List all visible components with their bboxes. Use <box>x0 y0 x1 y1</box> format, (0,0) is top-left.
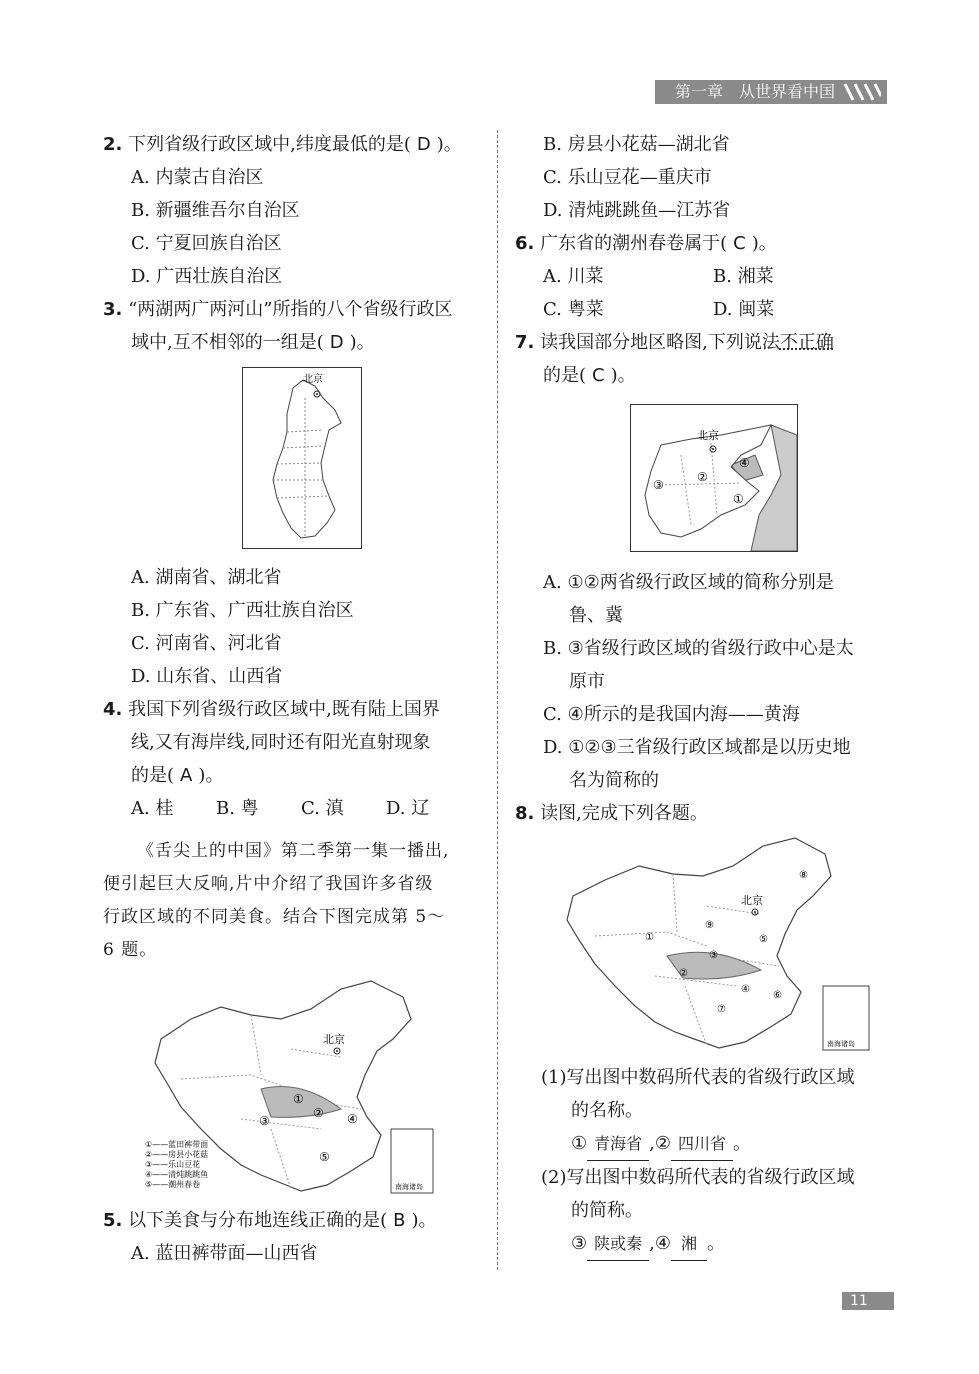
map-label-beijing: 北京 <box>303 374 323 385</box>
intro-line: 行政区域的不同美食。结合下图完成第 5～ <box>103 907 446 927</box>
question-number: 5. <box>103 1210 123 1231</box>
option: A. 川菜 <box>543 266 604 287</box>
punct: 。 <box>707 1233 725 1254</box>
option-text: C. ④所示的是我国内海——黄海 <box>543 704 800 725</box>
marker-3: ③ <box>709 950 718 961</box>
marker-4: ④ <box>347 1112 358 1126</box>
question-stem: 广东省的潮州春卷属于( <box>540 233 728 254</box>
answer-letter: C <box>733 233 746 254</box>
marker-1: ① <box>293 1092 304 1106</box>
question-2 <box>103 128 483 293</box>
question-stem: 域中,互不相邻的一组是( <box>131 332 324 353</box>
emphasis-text: 不正确 <box>779 332 834 353</box>
option: C. 乐山豆花—重庆市 <box>543 167 712 188</box>
answer-line-1 <box>515 1127 895 1161</box>
intro-line: 6 题。 <box>103 940 158 960</box>
question-8 <box>515 797 895 1261</box>
option <box>515 731 895 797</box>
question-stem-end: )。 <box>610 365 636 386</box>
left-column <box>103 128 483 1270</box>
option: A. 湖南省、湖北省 <box>131 567 282 588</box>
marker-2: ② <box>313 1106 324 1120</box>
provinces-map <box>242 367 362 549</box>
question-number: 4. <box>103 699 123 720</box>
marker-5: ⑤ <box>319 1150 330 1164</box>
map-legend <box>145 1139 208 1189</box>
legend-item: ④——清炖跳跳鱼 <box>145 1170 209 1179</box>
answer-letter: D <box>416 134 431 155</box>
food-map <box>141 979 441 1201</box>
option: D. 辽 <box>386 798 430 819</box>
option: B. 广东省、广西壮族自治区 <box>131 600 354 621</box>
answer-letter: B <box>393 1210 406 1231</box>
question-number: 6. <box>515 233 535 254</box>
right-column <box>515 128 895 1261</box>
option: A. 内蒙古自治区 <box>131 167 264 188</box>
marker-3: ③ <box>653 478 664 492</box>
fill-blank-2[interactable]: 四川省 <box>671 1127 733 1161</box>
question-3 <box>103 293 483 693</box>
option: B. 粤 <box>216 798 259 819</box>
question-stem-end: )。 <box>198 765 224 786</box>
option: A. 桂 <box>131 798 174 819</box>
options-row <box>103 792 483 825</box>
legend-item: ③——乐山豆花 <box>145 1160 201 1169</box>
option: A. 蓝田裤带面—山西省 <box>131 1243 318 1264</box>
question-7 <box>515 326 895 797</box>
circled-number: ① <box>571 1133 588 1154</box>
circled-number: ③ <box>571 1233 588 1254</box>
question-stem: 我国下列省级行政区域中,既有陆上国界 <box>128 699 440 720</box>
china-map <box>555 836 875 1058</box>
option-text: A. ①②两省级行政区域的简称分别是 <box>543 572 834 593</box>
answer-line-2 <box>515 1227 895 1261</box>
answer-letter: A <box>180 765 193 786</box>
question-stem-end: )。 <box>411 1210 437 1231</box>
option: D. 闽菜 <box>713 299 775 320</box>
sub-question-1: (1)写出图中数码所代表的省级行政区域 <box>541 1067 855 1088</box>
question-stem: 线,又有海岸线,同时还有阳光直射现象 <box>131 732 431 753</box>
legend-item: ⑤——潮州春卷 <box>145 1180 201 1189</box>
legend-item: ①——蓝田裤带面 <box>145 1140 209 1149</box>
option-text: 原市 <box>569 671 605 692</box>
question-number: 2. <box>103 134 123 155</box>
map-label-beijing: 北京 <box>741 894 763 907</box>
intro-paragraph <box>103 835 483 967</box>
fill-blank-1[interactable]: 青海省 <box>587 1127 649 1161</box>
marker-4: ④ <box>739 456 750 470</box>
question-number: 8. <box>515 803 535 824</box>
option <box>515 632 895 698</box>
answer-letter: C <box>592 365 605 386</box>
page-number: 11 <box>842 1292 894 1310</box>
marker-5: ⑤ <box>759 934 768 945</box>
map-label-beijing: 北京 <box>323 1033 345 1046</box>
sub-question-2-cont: 的简称。 <box>571 1200 643 1221</box>
intro-line: 《舌尖上的中国》第二季第一集一播出, <box>137 841 450 861</box>
option-text: D. ①②③三省级行政区域都是以历史地 <box>543 737 851 758</box>
legend-item: ②——房县小花菇 <box>145 1150 209 1159</box>
option <box>515 698 895 731</box>
chapter-header <box>655 80 887 104</box>
marker-7: ⑦ <box>717 1004 726 1015</box>
options-row <box>515 293 895 326</box>
inset-label: 南海诸岛 <box>827 1040 855 1048</box>
question-stem-end: )。 <box>751 233 777 254</box>
question-number: 7. <box>515 332 535 353</box>
option: C. 粤菜 <box>543 299 604 320</box>
answer-letter: D <box>329 332 344 353</box>
option-text: 名为简称的 <box>569 770 659 791</box>
marker-9: ⑨ <box>705 920 714 931</box>
map-label-beijing: 北京 <box>697 429 719 442</box>
option <box>515 566 895 632</box>
option: B. 房县小花菇—湖北省 <box>543 134 730 155</box>
fill-blank-3[interactable]: 陕或秦 <box>587 1227 649 1261</box>
marker-1: ① <box>733 492 744 506</box>
question-4 <box>103 693 483 825</box>
option: C. 河南省、河北省 <box>131 633 282 654</box>
question-stem: 读我国部分地区略图,下列说法 <box>540 332 780 353</box>
options-row <box>515 260 895 293</box>
option: D. 山东省、山西省 <box>131 666 283 687</box>
circled-number: ,④ <box>649 1233 671 1254</box>
question-stem: 下列省级行政区域中,纬度最低的是( <box>128 134 411 155</box>
question-stem: “两湖两广两河山”所指的八个省级行政区 <box>128 299 453 320</box>
marker-2: ② <box>697 470 708 484</box>
question-6 <box>515 227 895 326</box>
question-5 <box>103 1204 483 1270</box>
sub-question-2: (2)写出图中数码所代表的省级行政区域 <box>541 1167 855 1188</box>
header-stripes-icon <box>841 82 881 102</box>
circled-number: ,② <box>649 1133 671 1154</box>
question-stem: 读图,完成下列各题。 <box>540 803 708 824</box>
fill-blank-4[interactable]: 湘 <box>671 1227 707 1261</box>
punct: 。 <box>733 1133 751 1154</box>
option-text: 鲁、冀 <box>569 605 623 626</box>
question-stem: 的是( <box>131 765 175 786</box>
question-stem-end: )。 <box>349 332 375 353</box>
marker-2: ② <box>679 968 688 979</box>
intro-line: 便引起巨大反响,片中介绍了我国许多省级 <box>103 874 434 894</box>
marker-3: ③ <box>259 1114 270 1128</box>
question-number: 3. <box>103 299 123 320</box>
question-stem-end: )。 <box>436 134 462 155</box>
option: C. 滇 <box>301 798 344 819</box>
marker-1: ① <box>645 932 654 943</box>
marker-4: ④ <box>741 984 750 995</box>
column-divider <box>497 130 498 1270</box>
option: C. 宁夏回族自治区 <box>131 233 282 254</box>
option: D. 清炖跳跳鱼—江苏省 <box>543 200 731 221</box>
question-stem: 的是( <box>543 365 587 386</box>
chapter-title: 第一章 从世界看中国 <box>675 82 836 101</box>
region-map <box>630 404 798 552</box>
sub-question-1-cont: 的名称。 <box>571 1100 643 1121</box>
inset-label: 南海诸岛 <box>395 1183 423 1191</box>
marker-8: ⑧ <box>799 870 808 881</box>
marker-6: ⑥ <box>773 990 782 1001</box>
option: B. 新疆维吾尔自治区 <box>131 200 300 221</box>
question-stem: 以下美食与分布地连线正确的是( <box>128 1210 388 1231</box>
option: D. 广西壮族自治区 <box>131 266 283 287</box>
option-text: B. ③省级行政区域的省级行政中心是太 <box>543 638 854 659</box>
option: B. 湘菜 <box>713 266 774 287</box>
